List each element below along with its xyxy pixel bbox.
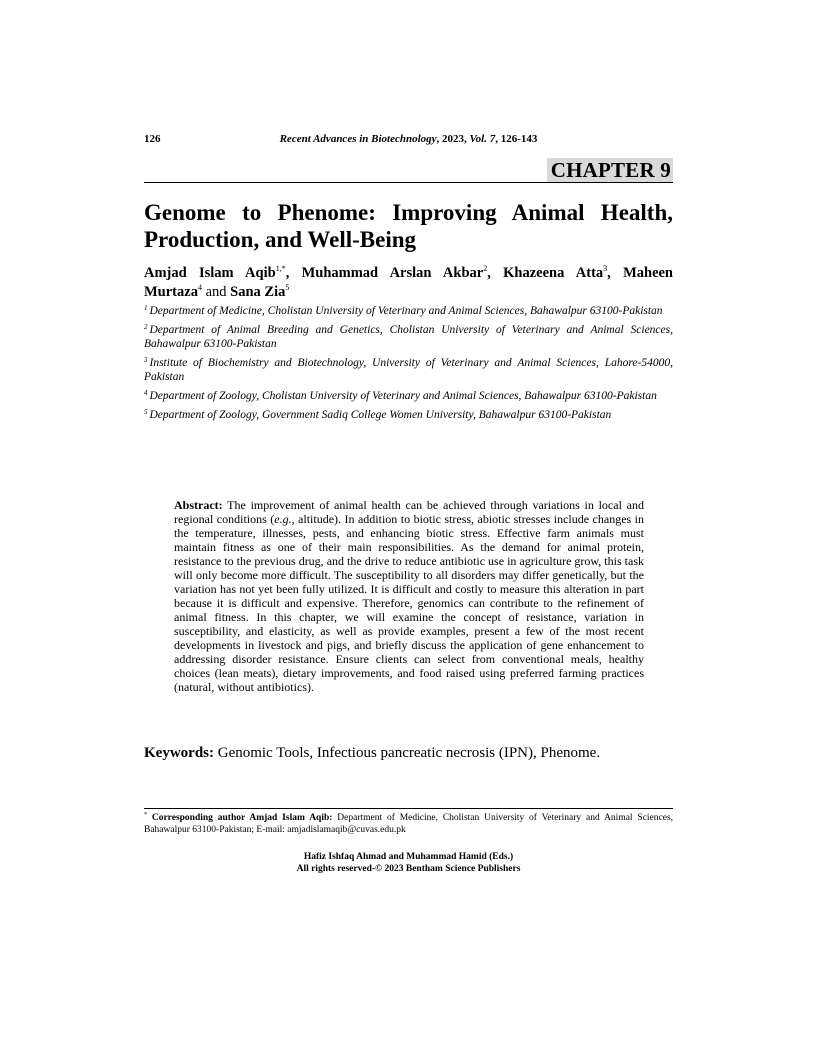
page-number: 126 xyxy=(144,133,161,145)
abstract-text: The improvement of animal health can be achieved through variations in local and regional conditions ( xyxy=(174,498,644,526)
footnote-divider xyxy=(144,808,673,809)
title-line-1: Genome to Phenome: Improving Animal Health, xyxy=(144,200,673,225)
abstract xyxy=(174,498,644,694)
corresponding-author-footnote xyxy=(144,812,673,836)
abstract-eg: e.g. xyxy=(274,512,292,526)
author-affil-mark: 5 xyxy=(285,283,290,292)
author-name: Amjad Islam Aqib xyxy=(144,265,276,281)
title-line-2: Production, and Well-Being xyxy=(144,227,417,252)
journal-pages: 126-143 xyxy=(500,133,538,145)
rights-line: All rights reserved-© 2023 Bentham Science Publishers xyxy=(296,864,521,874)
footnote-text: Department of Medicine, Cholistan University of Veterinary and Animal Sciences, Bahawalpur 63100-Pakistan; E-mail: amjadislamaqib@cuvas.edu.pk xyxy=(144,813,674,835)
author-list xyxy=(144,264,673,302)
publisher-info xyxy=(144,851,673,875)
author-name-part: Maheen xyxy=(623,265,673,281)
affiliation-item: $^3$ Institute of Biochemistry and Biotechnology, University of Veterinary and Animal Sciences, Lahore-54000, Pakistan xyxy=(144,356,673,383)
author-affil-mark: 3 xyxy=(603,264,608,273)
footnote-label: Corresponding author Amjad Islam Aqib: xyxy=(151,813,333,823)
keywords xyxy=(144,744,673,762)
affiliations xyxy=(144,304,673,427)
affiliation-item: $^5$ Department of Zoology, Government Sadiq College Women University, Bahawalpur 63100-Pakistan xyxy=(144,408,612,421)
author-name: Sana Zia xyxy=(230,284,286,300)
chapter-label: CHAPTER 9 xyxy=(547,158,673,182)
affiliation-item: $^1$ Department of Medicine, Cholistan University of Veterinary and Animal Sciences, Bahawalpur 63100-Pakistan xyxy=(144,304,663,317)
editors-line: Hafiz Ishfaq Ahmad and Muhammad Hamid (Eds.) xyxy=(303,852,514,862)
author-affil-mark: 1,* xyxy=(275,264,286,273)
affiliation-item: $^4$ Department of Zoology, Cholistan University of Veterinary and Animal Sciences, Bahawalpur 63100-Pakistan xyxy=(144,389,657,402)
author-name: Khazeena Atta xyxy=(503,265,604,281)
keywords-text: Genomic Tools, Infectious pancreatic necrosis (IPN), Phenome. xyxy=(214,745,601,761)
author-line-2: Murtaza$^4$ and Sana Zia$^5$ xyxy=(144,283,290,300)
journal-citation: Recent Advances in Biotechnology, 2023, Vol. 7, 126-143 xyxy=(279,133,538,145)
author-name-part: Murtaza xyxy=(144,284,198,300)
author-affil-mark: 4 xyxy=(197,283,202,292)
journal-volume: Vol. 7 xyxy=(469,133,496,145)
abstract-text: , altitude). In addition to biotic stress, abiotic stresses include changes in the temperature, illnesses, pests, and enhancing biotic stress. Effective farm animals must maintain fitness as one of their main responsibilities. As the demand for animal protein, resistance to the previous drug, and the drive to reduce antibiotic use in agriculture grow, this task will only become more difficult. The susceptibility to all disorders may differ genetically, but the variation has not yet been fully utilized. It is difficult and costly to measure this alteration in part because it is difficult and expensive. Therefore, genomics can contribute to the refinement of animal fitness. In this chapter, we will examine the concept of resistance, variation in susceptibility, and elasticity, as well as provide examples, present a few of the most recent developments in livestock and pigs, and briefly discuss the application of gene enhancement to addressing disorder resistance. Ensure clients can select from conventional meals, healthy choices (lean meats), dietary improvements, and food raised using preferred farming practices (natural, without antibiotics). xyxy=(174,512,644,694)
chapter-title xyxy=(144,199,673,253)
affiliation-item: $^2$ Department of Animal Breeding and Genetics, Cholistan University of Veterinary and Animal Sciences, Bahawalpur 63100-Pakistan xyxy=(144,323,673,350)
keywords-label: Keywords: xyxy=(144,745,214,761)
abstract-label: Abstract: xyxy=(174,498,223,512)
author-line-1: Amjad Islam Aqib$^{1,*}$, Muhammad Arslan Akbar$^2$, Khazeena Atta$^3$, Maheen xyxy=(144,264,673,281)
author-affil-mark: 2 xyxy=(483,264,488,273)
journal-name: Recent Advances in Biotechnology xyxy=(279,133,437,145)
author-name: Muhammad Arslan Akbar xyxy=(301,265,484,281)
header-divider xyxy=(144,182,673,183)
footnote-mark: * xyxy=(144,812,147,818)
journal-year: 2023 xyxy=(442,133,465,145)
